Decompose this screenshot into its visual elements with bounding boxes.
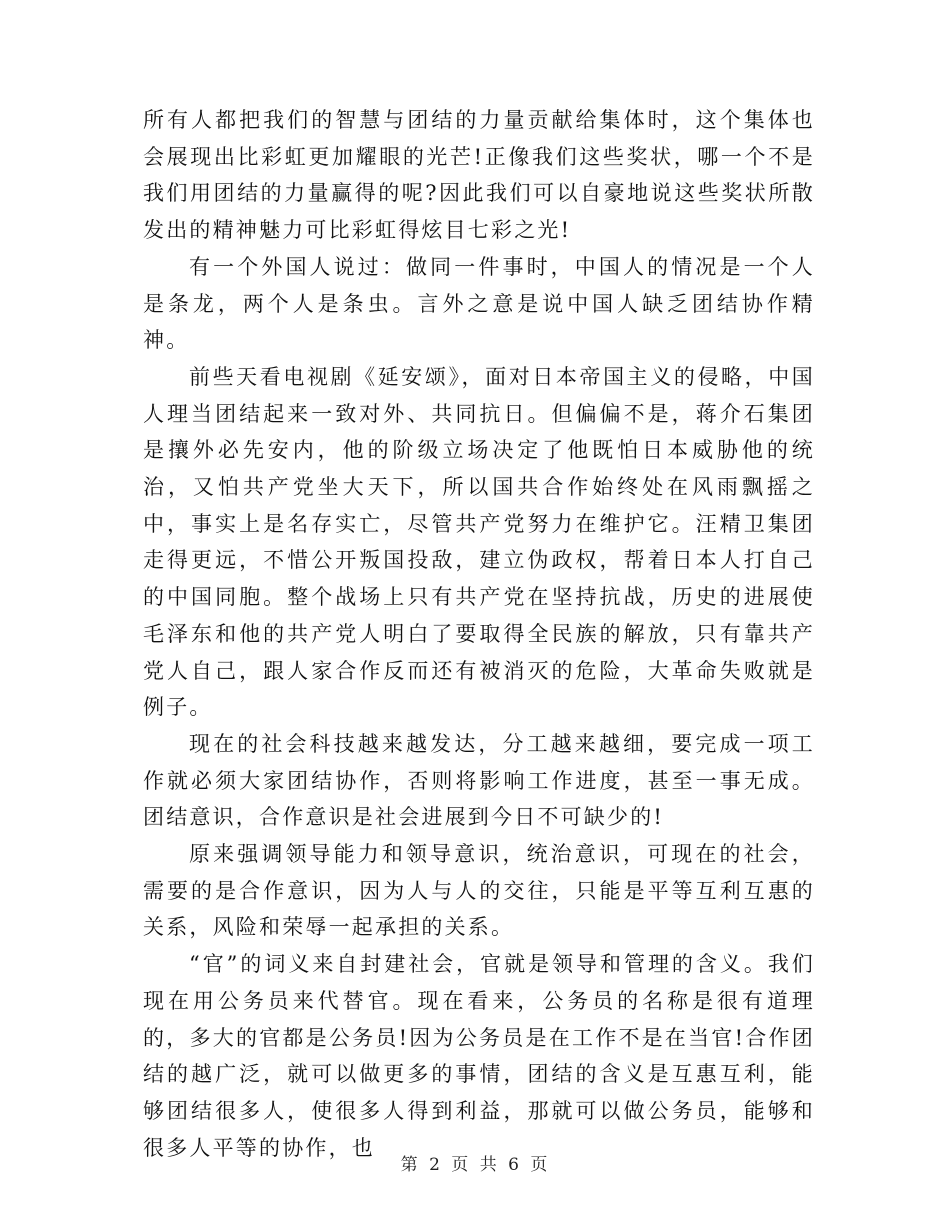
paragraph-6: “官”的词义来自封建社会，官就是领导和管理的含义。我们现在用公务员来代替官。现在看来，公务员的名称是很有道理的，多大的官都是公务员!因为公务员是在工作不是在当官!合作团结的越广泛，就可以做更多的事情，团结的含义是互惠互利，能够团结很多人，使很多人得到利益，那就可以做公务员，能够和很多人平等的协作，也 — [143, 952, 815, 1160]
paragraph-1: 所有人都把我们的智慧与团结的力量贡献给集体时，这个集体也会展现出比彩虹更加耀眼的光芒!正像我们这些奖状，哪一个不是我们用团结的力量赢得的呢?因此我们可以自豪地说这些奖状所散发出的精神魅力可比彩虹得炫目七彩之光! — [143, 108, 815, 243]
page-footer — [0, 1150, 950, 1175]
footer-page-word: 页 — [451, 1155, 471, 1175]
footer-current-page: 2 — [429, 1155, 442, 1175]
footer-prefix: 第 — [400, 1155, 420, 1175]
footer-suffix: 页 — [530, 1155, 550, 1175]
footer-total-word: 共 — [479, 1155, 499, 1175]
paragraph-3: 前些天看电视剧《延安颂》，面对日本帝国主义的侵略，中国人理当团结起来一致对外、共同抗日。但偏偏不是，蒋介石集团是攘外必先安内，他的阶级立场决定了他既怕日本威胁他的统治，又怕共产党坐大天下，所以国共合作始终处在风雨飘摇之中，事实上是名存实亡，尽管共产党努力在维护它。汪精卫集团走得更远，不惜公开叛国投敌，建立伪政权，帮着日本人打自己的中国同胞。整个战场上只有共产党在坚持抗战，历史的进展使毛泽东和他的共产党人明白了要取得全民族的解放，只有靠共产党人自己，跟人家合作反而还有被消灭的危险，大革命失败就是例子。 — [143, 364, 815, 720]
paragraph-2: 有一个外国人说过：做同一件事时，中国人的情况是一个人是条龙，两个人是条虫。言外之意是说中国人缺乏团结协作精神。 — [143, 254, 815, 353]
paragraph-5: 原来强调领导能力和领导意识，统治意识，可现在的社会，需要的是合作意识，因为人与人的交往，只能是平等互利互惠的关系，风险和荣辱一起承担的关系。 — [143, 842, 815, 940]
paragraph-4: 现在的社会科技越来越发达，分工越来越细，要完成一项工作就必须大家团结协作，否则将影响工作进度，甚至一事无成。团结意识，合作意识是社会进展到今日不可缺少的! — [143, 731, 815, 830]
footer-total-pages: 6 — [508, 1155, 521, 1175]
document-body — [143, 102, 815, 1166]
